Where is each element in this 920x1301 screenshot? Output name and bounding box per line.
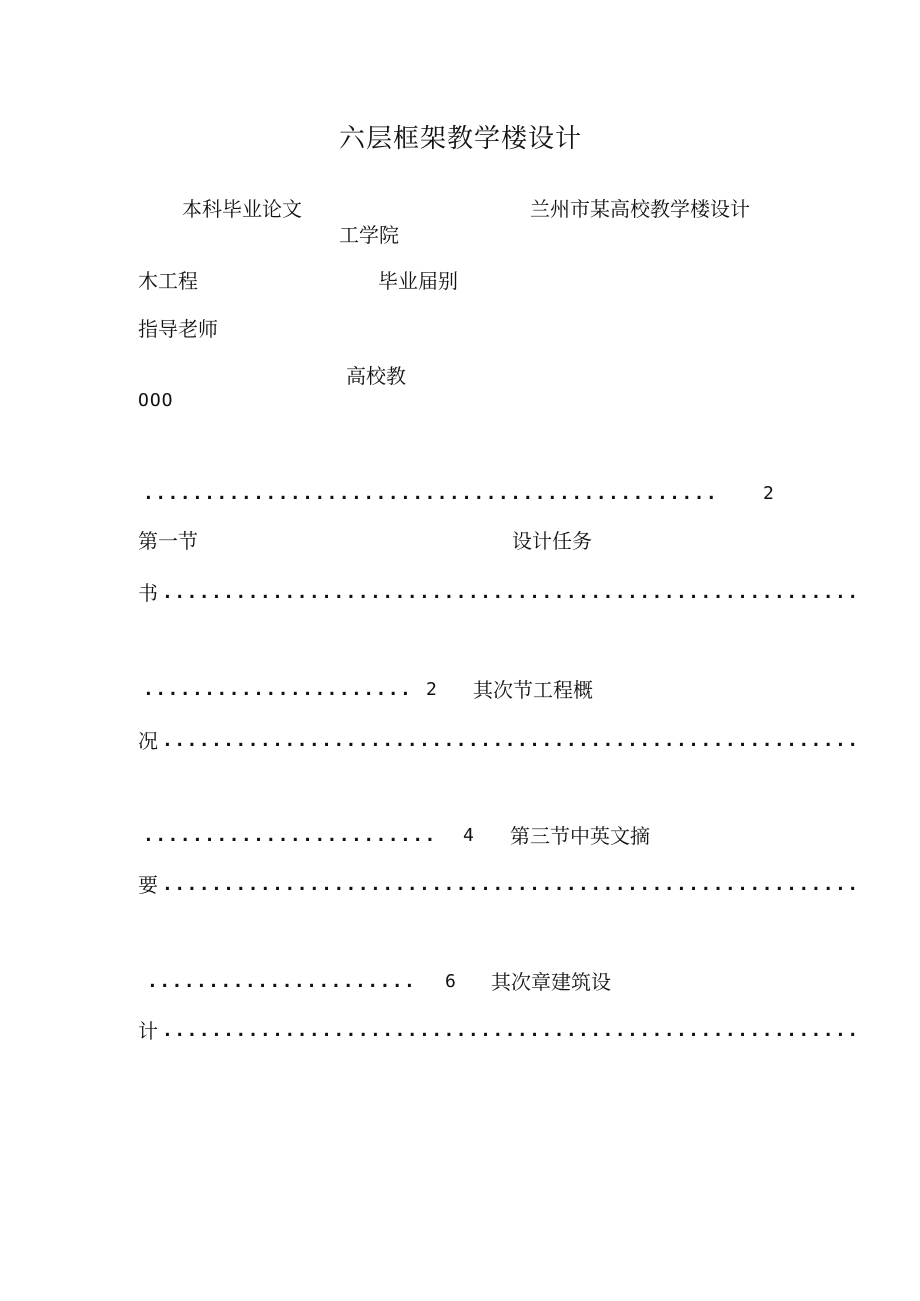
thesis-type: 本科毕业论文 — [182, 197, 302, 221]
advisor-name: OOO — [138, 390, 174, 411]
toc-page-number: 6 — [445, 971, 457, 992]
toc-page-number: 2 — [426, 679, 438, 700]
toc-entry-label-end: 要 — [138, 873, 158, 897]
graduation-year-label: 毕业届别 — [378, 269, 458, 293]
major-name: 木工程 — [138, 269, 198, 293]
toc-page-number: 2 — [763, 483, 775, 504]
toc-entry-label: 设计任务 — [512, 529, 592, 553]
toc-entry-label: 其次章建筑设 — [491, 970, 611, 994]
toc-leader-dots: ......................................................... — [162, 874, 860, 895]
toc-page-number: 4 — [463, 825, 475, 846]
advisor-title: 高校教 — [346, 364, 406, 388]
toc-entry-label: 其次节工程概 — [473, 678, 593, 702]
toc-entry-label: 第三节中英文摘 — [510, 824, 650, 848]
toc-leader-dots: ...................... — [147, 971, 417, 992]
toc-entry-label-end: 况 — [138, 729, 158, 753]
document-title: 六层框架教学楼设计 — [339, 124, 583, 154]
thesis-topic: 兰州市某高校教学楼设计 — [530, 197, 750, 221]
toc-entry-label: 第一节 — [138, 529, 198, 553]
toc-leader-dots: ...................... — [143, 679, 413, 700]
toc-leader-dots: ......................................................... — [162, 1020, 860, 1041]
toc-leader-dots: ............................................... — [143, 483, 719, 504]
toc-leader-dots: ......................................................... — [162, 730, 860, 751]
college-name: 工学院 — [339, 223, 399, 247]
toc-leader-dots: ........................ — [143, 825, 437, 846]
advisor-label: 指导老师 — [138, 317, 218, 341]
toc-leader-dots: ......................................................... — [162, 582, 860, 603]
toc-entry-label-end: 书 — [138, 581, 158, 605]
toc-entry-label-end: 计 — [138, 1019, 158, 1043]
